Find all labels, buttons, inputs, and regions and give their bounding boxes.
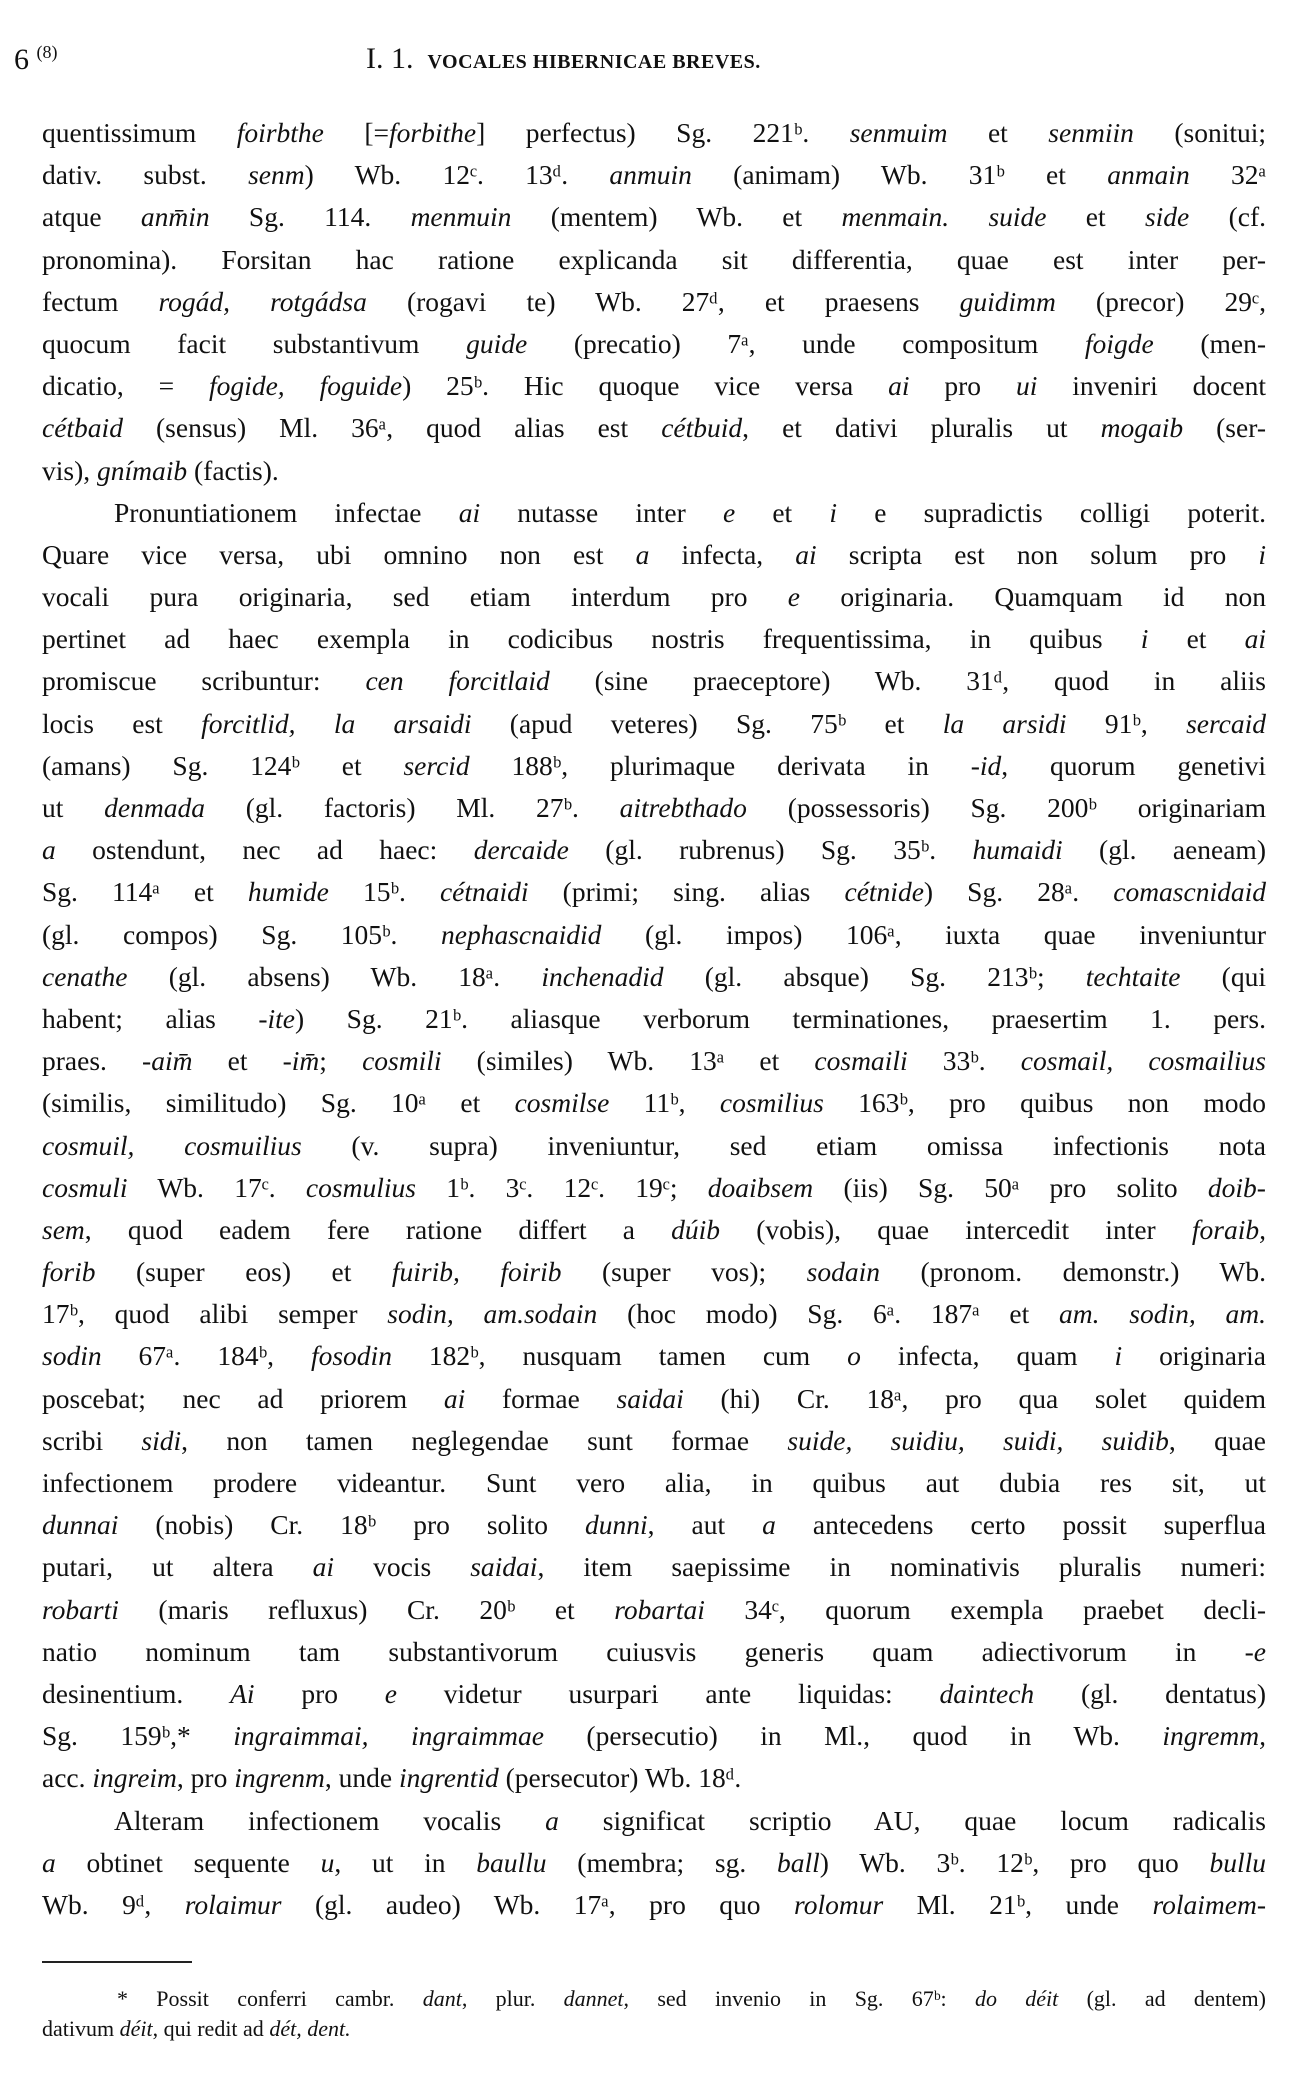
italic-term: cosmail, cosmailius xyxy=(1020,1045,1266,1077)
text-line xyxy=(42,1631,1266,1673)
text-run: (factis). xyxy=(187,454,279,486)
italic-term: anm̄in xyxy=(140,201,210,233)
italic-term: aitrebthado xyxy=(619,792,747,823)
text-line xyxy=(42,154,1266,196)
italic-term: cosmilse xyxy=(514,1087,610,1119)
text-run: [= xyxy=(323,117,390,148)
italic-term: gnímaib xyxy=(97,454,188,486)
italic-term: cétbuid xyxy=(661,412,743,444)
text-run: (animam) Wb. 31ᵇ et xyxy=(691,159,1108,191)
text-run: , quorum genetivi xyxy=(1001,749,1266,781)
italic-term: senm xyxy=(248,159,305,191)
text-run: vocali pura originaria, sed etiam interdum pro xyxy=(42,581,788,613)
italic-term: sodin, am.sodain xyxy=(387,1298,598,1330)
italic-term: fosodin xyxy=(310,1340,392,1372)
text-run: (precor) 29ᶜ, xyxy=(1055,285,1266,317)
italic-term: foraib, xyxy=(1191,1213,1266,1245)
italic-term: foirbthe xyxy=(236,117,324,148)
italic-term: doib- xyxy=(1207,1171,1266,1203)
italic-term: sem xyxy=(42,1213,85,1245)
text-line xyxy=(42,787,1266,829)
italic-term: guide xyxy=(466,327,528,359)
text-line xyxy=(42,1209,1266,1251)
text-run: Wb. 9ᵈ, xyxy=(42,1888,185,1920)
italic-term: ai xyxy=(312,1551,335,1583)
italic-term: i xyxy=(1258,538,1266,570)
text-line xyxy=(42,112,1266,154)
italic-term: dunni xyxy=(585,1509,648,1541)
text-run: vocis xyxy=(334,1551,471,1583)
italic-term: bullu xyxy=(1209,1846,1266,1878)
text-line xyxy=(42,365,1266,407)
text-run: videtur usurpari ante liquidas: xyxy=(397,1677,940,1709)
text-run: Quare vice versa, ubi omnino non est xyxy=(42,538,636,570)
text-run: (primi; sing. alias xyxy=(528,876,845,908)
text-run: (gl. aeneam) xyxy=(1062,834,1266,866)
text-line xyxy=(42,1504,1266,1546)
text-run: , aut xyxy=(647,1509,763,1541)
italic-term: -im̄ xyxy=(282,1045,320,1077)
text-run: (persecutio) in Ml., quod in Wb. xyxy=(543,1720,1163,1752)
text-line xyxy=(42,914,1266,956)
text-line xyxy=(42,660,1266,702)
italic-term: forbithe xyxy=(389,117,477,148)
italic-term: cosmili xyxy=(362,1045,442,1077)
text-run: (similis, similitudo) Sg. 10ᵃ et xyxy=(42,1087,515,1119)
italic-term: baullu xyxy=(476,1846,547,1878)
text-run: 33ᵇ. xyxy=(907,1045,1021,1077)
italic-term: anmuin xyxy=(609,159,692,191)
italic-term: dúib xyxy=(671,1213,721,1245)
italic-term: sodin xyxy=(42,1340,102,1372)
italic-term: a xyxy=(545,1804,559,1836)
text-run: antecedens certo possit superflua xyxy=(775,1509,1266,1541)
text-run: obtinet sequente xyxy=(55,1846,321,1878)
page-number xyxy=(14,42,58,77)
text-run: ) Wb. 3ᵇ. 12ᵇ, pro quo xyxy=(819,1846,1210,1878)
text-run: (apud veteres) Sg. 75ᵇ et xyxy=(471,707,943,739)
text-run: (gl. compos) Sg. 105ᵇ. xyxy=(42,918,441,950)
text-run: (precatio) 7ᵃ, unde compositum xyxy=(527,327,1085,359)
main-text xyxy=(42,112,1266,1926)
text-run: (gl. impos) 106ᵃ, iuxta quae inveniuntur xyxy=(601,918,1266,950)
text-line xyxy=(42,1167,1266,1209)
italic-term: a xyxy=(635,538,650,570)
text-line xyxy=(42,956,1266,998)
text-run: Sg. 114. xyxy=(209,201,411,233)
text-run: fectum xyxy=(42,285,159,317)
text-run: 15ᵇ. xyxy=(328,876,440,908)
text-run: (sonitui; xyxy=(1133,117,1267,148)
text-run: (vobis), quae intercedit inter xyxy=(720,1213,1192,1245)
text-run: , ut in xyxy=(334,1846,477,1878)
text-run: formae xyxy=(465,1382,617,1414)
text-run: ) Sg. 21ᵇ. aliasque verborum terminationes, praesertim 1. pers. xyxy=(295,1002,1266,1034)
text-line xyxy=(42,1335,1266,1377)
text-run: ) Wb. 12ᶜ. 13ᵈ. xyxy=(304,159,610,191)
text-line xyxy=(42,871,1266,913)
text-run: 91ᵇ, xyxy=(1066,707,1187,739)
text-run: Pronuntiationem infectae xyxy=(114,496,459,528)
italic-term: id xyxy=(979,749,1002,781)
italic-term: dét, dent. xyxy=(269,2016,351,2041)
text-run: (membra; sg. xyxy=(546,1846,778,1878)
section-number: I. 1. xyxy=(366,42,414,75)
text-run: , qui redit ad xyxy=(152,2016,270,2041)
italic-term: techtaite xyxy=(1085,960,1181,992)
text-line xyxy=(42,1757,1266,1799)
text-run: (sine praeceptore) Wb. 31ᵈ, quod in aliis xyxy=(549,665,1266,697)
italic-term: -aim̄ xyxy=(142,1045,193,1077)
text-line xyxy=(42,1251,1266,1293)
text-run: vis), xyxy=(42,454,97,486)
text-run: , et dativi pluralis ut xyxy=(742,412,1101,444)
text-run: Sg. 114ᵃ et xyxy=(42,876,248,908)
text-run: , unde xyxy=(324,1762,399,1794)
italic-term: o xyxy=(847,1340,861,1372)
text-run: 67ᵃ. 184ᵇ, xyxy=(101,1340,311,1372)
italic-term: ball xyxy=(777,1846,820,1878)
text-line xyxy=(42,239,1266,281)
italic-term: ai xyxy=(795,538,817,570)
text-line xyxy=(42,534,1266,576)
text-run: (gl. dentatus) xyxy=(1034,1677,1266,1709)
text-line xyxy=(42,1420,1266,1462)
text-run: poscebat; nec ad priorem xyxy=(42,1382,444,1414)
italic-term: comascnidaid xyxy=(1113,876,1266,908)
text-run: ; xyxy=(319,1045,363,1077)
text-run: 188ᵇ, plurimaque derivata in - xyxy=(469,749,980,781)
text-run: originaria. Quamquam id non xyxy=(800,581,1267,613)
text-run: nutasse inter xyxy=(480,496,723,528)
italic-term: forib xyxy=(42,1256,96,1288)
italic-term: a xyxy=(42,834,56,866)
text-line xyxy=(42,703,1266,745)
italic-term: i xyxy=(1114,1340,1123,1372)
italic-term: rogád, rotgádsa xyxy=(158,285,367,317)
text-line xyxy=(42,576,1266,618)
text-run: , sed invenio in Sg. 67ᵇ: xyxy=(623,1986,975,2011)
text-run: Wb. 17ᶜ. xyxy=(127,1171,306,1203)
page-number-value: 6 xyxy=(14,43,29,76)
italic-term: ingreim xyxy=(92,1762,177,1794)
text-run: 34ᶜ, quorum exempla praebet decli- xyxy=(704,1593,1266,1625)
text-run: (cf. xyxy=(1189,201,1266,233)
italic-term: rolaimem- xyxy=(1152,1888,1266,1920)
text-run: scribi xyxy=(42,1424,142,1456)
text-run: desinentium. xyxy=(42,1677,231,1709)
text-run: 182ᵇ, nusquam tamen cum xyxy=(391,1340,848,1372)
text-run: (ser- xyxy=(1183,412,1266,444)
text-run: , pro xyxy=(176,1762,235,1794)
italic-term: ai xyxy=(888,370,910,402)
text-run: pro xyxy=(909,370,1016,402)
text-run: infecta, xyxy=(649,538,796,570)
italic-term: rolomur xyxy=(794,1888,884,1920)
italic-term: dunnai xyxy=(42,1509,119,1541)
text-run: e supradictis colligi poterit. xyxy=(837,496,1266,528)
italic-term: inchenadid xyxy=(541,960,664,992)
text-run: (gl. ad dentem) xyxy=(1058,1986,1266,2011)
italic-term: doaibsem xyxy=(707,1171,814,1203)
italic-term: humaidi xyxy=(972,834,1063,866)
text-run: habent; alias - xyxy=(42,1002,268,1034)
text-line xyxy=(42,829,1266,871)
italic-term: -e xyxy=(1244,1635,1266,1667)
italic-term: cosmaili xyxy=(814,1045,908,1077)
italic-term: dant xyxy=(422,1986,462,2011)
italic-term: Ai xyxy=(230,1677,255,1709)
text-run: (hi) Cr. 18ᵃ, pro qua solet quidem xyxy=(683,1382,1266,1414)
italic-term: do déit xyxy=(974,1986,1059,2011)
italic-term: robarti xyxy=(42,1593,119,1625)
section-heading: VOCALES HIBERNICAE BREVES. xyxy=(427,51,761,73)
italic-term: i xyxy=(1140,623,1149,655)
text-run: , quod eadem fere ratione differt a xyxy=(84,1213,672,1245)
footnote-divider xyxy=(42,1961,192,1963)
italic-term: forcitlid, la arsaidi xyxy=(201,707,472,739)
text-line xyxy=(42,1984,1266,2014)
text-line xyxy=(42,1884,1266,1926)
text-line xyxy=(42,1125,1266,1167)
italic-term: ite xyxy=(267,1002,296,1034)
original-page-number: (8) xyxy=(36,42,58,62)
text-run: (sensus) Ml. 36ᵃ, quod alias est xyxy=(122,412,662,444)
italic-term: dannet xyxy=(563,1986,624,2011)
text-run: et xyxy=(735,496,830,528)
text-line xyxy=(42,745,1266,787)
italic-term: sercaid xyxy=(1186,707,1267,739)
text-run: inveniri docent xyxy=(1037,370,1266,402)
italic-term: e xyxy=(722,496,736,528)
italic-term: cétnaidi xyxy=(439,876,529,908)
italic-term: cenathe xyxy=(42,960,128,992)
text-line xyxy=(42,1082,1266,1124)
text-run: ) 25ᵇ. Hic quoque vice versa xyxy=(402,370,889,402)
text-line xyxy=(42,196,1266,238)
italic-term: ui xyxy=(1015,370,1038,402)
italic-term: anmain xyxy=(1107,159,1190,191)
text-run: originaria xyxy=(1122,1340,1266,1372)
text-run: infectionem prodere videantur. Sunt vero alia, in quibus aut dubia res sit, ut xyxy=(42,1467,1266,1498)
italic-term: nephascnaidid xyxy=(441,918,602,950)
text-run: (v. supra) inveniuntur, sed etiam omissa infectionis nota xyxy=(301,1129,1266,1161)
italic-term: senmiin xyxy=(1048,117,1134,148)
text-line xyxy=(42,2014,1266,2044)
italic-term: suide, suidiu, suidi, suidib xyxy=(787,1424,1169,1456)
text-line xyxy=(42,1673,1266,1715)
text-run: * Possit conferri cambr. xyxy=(117,1986,423,2011)
italic-term: sercid xyxy=(403,749,470,781)
text-run: , plur. xyxy=(461,1986,564,2011)
italic-term: i xyxy=(829,496,838,528)
italic-term: cosmuil, cosmuilius xyxy=(42,1129,302,1161)
italic-term: menmain. suide xyxy=(841,201,1047,233)
text-run: Alteram infectionem vocalis xyxy=(114,1804,546,1836)
italic-term: a xyxy=(762,1509,776,1541)
italic-term: cosmulius xyxy=(305,1171,416,1203)
text-run: scripta est non solum pro xyxy=(816,538,1259,570)
italic-term: senmuim xyxy=(849,117,948,148)
text-run: (similes) Wb. 13ᵃ et xyxy=(441,1045,815,1077)
italic-term: ingrentid xyxy=(398,1762,499,1794)
text-line xyxy=(42,618,1266,660)
italic-term: la arsidi xyxy=(942,707,1067,739)
text-run: 32ᵃ xyxy=(1189,159,1266,191)
italic-term: fogide, foguide xyxy=(209,370,403,402)
italic-term: humide xyxy=(247,876,329,908)
text-run: (super vos); xyxy=(561,1256,807,1288)
italic-term: cétbaid xyxy=(42,412,123,444)
text-run: 163ᵇ, pro quibus non modo xyxy=(823,1087,1266,1119)
italic-term: menmuin xyxy=(410,201,512,233)
text-line xyxy=(42,1715,1266,1757)
text-run: quentissimum xyxy=(42,117,237,148)
text-run: (gl. factoris) Ml. 27ᵇ. xyxy=(204,792,620,823)
footnote xyxy=(42,1984,1266,2044)
text-line xyxy=(42,1378,1266,1420)
text-run: (maris refluxus) Cr. 20ᵇ et xyxy=(118,1593,615,1625)
text-run: (hoc modo) Sg. 6ᵃ. 187ᵃ et xyxy=(597,1298,1060,1330)
italic-term: cosmilius xyxy=(719,1087,824,1119)
text-run: (men- xyxy=(1153,327,1266,359)
text-run: acc. xyxy=(42,1762,93,1794)
italic-term: ingraimmai, ingraimmae xyxy=(233,1720,544,1752)
text-run: Ml. 21ᵇ, unde xyxy=(883,1888,1153,1920)
text-run: (qui xyxy=(1180,960,1266,992)
italic-term: ai xyxy=(458,496,481,528)
text-run: dativum xyxy=(42,2016,120,2041)
text-run: 11ᵇ, xyxy=(609,1087,720,1119)
italic-term: mogaib xyxy=(1100,412,1184,444)
italic-term: e xyxy=(787,581,800,613)
italic-term: saidai xyxy=(470,1551,538,1583)
text-run: , non tamen neglegendae sunt formae xyxy=(181,1424,788,1456)
text-run: locis est xyxy=(42,707,202,739)
text-run: dativ. subst. xyxy=(42,159,249,191)
text-line xyxy=(42,998,1266,1040)
text-line xyxy=(42,1293,1266,1335)
italic-term: ai xyxy=(443,1382,466,1414)
running-header xyxy=(0,40,1300,80)
italic-term: daintech xyxy=(939,1677,1035,1709)
text-run: (iis) Sg. 50ᵃ pro solito xyxy=(813,1171,1208,1203)
italic-term: denmada xyxy=(104,792,205,823)
italic-term: robartai xyxy=(614,1593,705,1625)
text-line xyxy=(42,1546,1266,1588)
text-run: , quae xyxy=(1168,1424,1267,1456)
italic-term: rolaimur xyxy=(184,1888,282,1920)
text-run: Sg. 159ᵇ,* xyxy=(42,1720,234,1752)
text-run: et xyxy=(947,117,1049,148)
text-run: significat scriptio AU, quae locum radicalis xyxy=(558,1804,1266,1836)
italic-term: fuirib, foirib xyxy=(391,1256,562,1288)
text-run: dicatio, = xyxy=(42,370,210,402)
text-line xyxy=(42,1462,1266,1504)
italic-term: am. sodin, am. xyxy=(1059,1298,1267,1330)
text-run: pertinet ad haec exempla in codicibus nostris frequentissima, in quibus xyxy=(42,623,1141,655)
italic-term: cen forcitlaid xyxy=(365,665,550,697)
text-run: atque xyxy=(42,201,141,233)
section-title xyxy=(366,42,761,76)
text-run: 17ᵇ, quod alibi semper xyxy=(42,1298,388,1330)
text-line xyxy=(42,1040,1266,1082)
text-run: praes. xyxy=(42,1045,143,1077)
text-line xyxy=(42,281,1266,323)
italic-term: cétnide xyxy=(844,876,924,908)
text-run: 1ᵇ. 3ᶜ. 12ᶜ. 19ᶜ; xyxy=(415,1171,708,1203)
text-run: (mentem) Wb. et xyxy=(511,201,842,233)
text-run: et xyxy=(1046,201,1145,233)
text-run: (rogavi te) Wb. 27ᵈ, et praesens xyxy=(366,285,960,317)
italic-term: saidai xyxy=(616,1382,684,1414)
text-line xyxy=(42,450,1266,492)
text-run: ) Sg. 28ᵃ. xyxy=(923,876,1114,908)
text-run: putari, ut altera xyxy=(42,1551,313,1583)
text-run: pronomina). Forsitan hac ratione explicanda sit differentia, quae est inter per- xyxy=(42,243,1266,275)
text-run: (possessoris) Sg. 200ᵇ originariam xyxy=(746,792,1266,823)
italic-term: u xyxy=(320,1846,335,1878)
text-run: et xyxy=(1148,623,1245,655)
italic-term: sidi xyxy=(141,1424,182,1456)
text-line xyxy=(42,1589,1266,1631)
text-run: ut xyxy=(42,792,105,823)
text-run: (gl. absens) Wb. 18ᵃ. xyxy=(127,960,542,992)
italic-term: ingrenm xyxy=(234,1762,325,1794)
text-run: (gl. absque) Sg. 213ᵇ; xyxy=(663,960,1086,992)
text-run: , item saepissime in nominativis pluralis numeri: xyxy=(537,1551,1266,1583)
text-run: natio nominum tam substantivorum cuiusvis generis quam adiectivorum in xyxy=(42,1635,1245,1667)
italic-term: guidimm xyxy=(959,285,1056,317)
text-line xyxy=(42,407,1266,449)
text-line xyxy=(42,1800,1266,1842)
text-run: ostendunt, nec ad haec: xyxy=(55,834,474,866)
italic-term: foigde xyxy=(1084,327,1154,359)
text-run: (pronom. demonstr.) Wb. xyxy=(880,1256,1267,1288)
italic-term: sodain xyxy=(806,1256,881,1288)
text-line xyxy=(42,492,1266,534)
text-run: pro xyxy=(254,1677,385,1709)
text-run: (nobis) Cr. 18ᵇ pro solito xyxy=(118,1509,585,1541)
text-run: et xyxy=(192,1045,283,1077)
italic-term: déit xyxy=(119,2016,153,2041)
text-run: promiscue scribuntur: xyxy=(42,665,366,697)
text-run: infecta, quam xyxy=(860,1340,1115,1372)
italic-term: dercaide xyxy=(473,834,569,866)
text-run: (super eos) et xyxy=(95,1256,392,1288)
text-run: (persecutor) Wb. 18ᵈ. xyxy=(498,1762,742,1794)
italic-term: cosmuli xyxy=(42,1171,128,1203)
text-line xyxy=(42,1842,1266,1884)
text-run: quocum facit substantivum xyxy=(42,327,467,359)
text-run: (amans) Sg. 124ᵇ et xyxy=(42,749,404,781)
text-run: (gl. rubrenus) Sg. 35ᵇ. xyxy=(568,834,973,866)
text-run: ] perfectus) Sg. 221ᵇ. xyxy=(476,117,850,148)
italic-term: side xyxy=(1144,201,1190,233)
italic-term: a xyxy=(42,1846,56,1878)
text-line xyxy=(42,323,1266,365)
italic-term: ai xyxy=(1244,623,1266,655)
italic-term: e xyxy=(384,1677,397,1709)
text-run: (gl. audeo) Wb. 17ᵃ, pro quo xyxy=(281,1888,795,1920)
italic-term: ingremm, xyxy=(1162,1720,1267,1752)
